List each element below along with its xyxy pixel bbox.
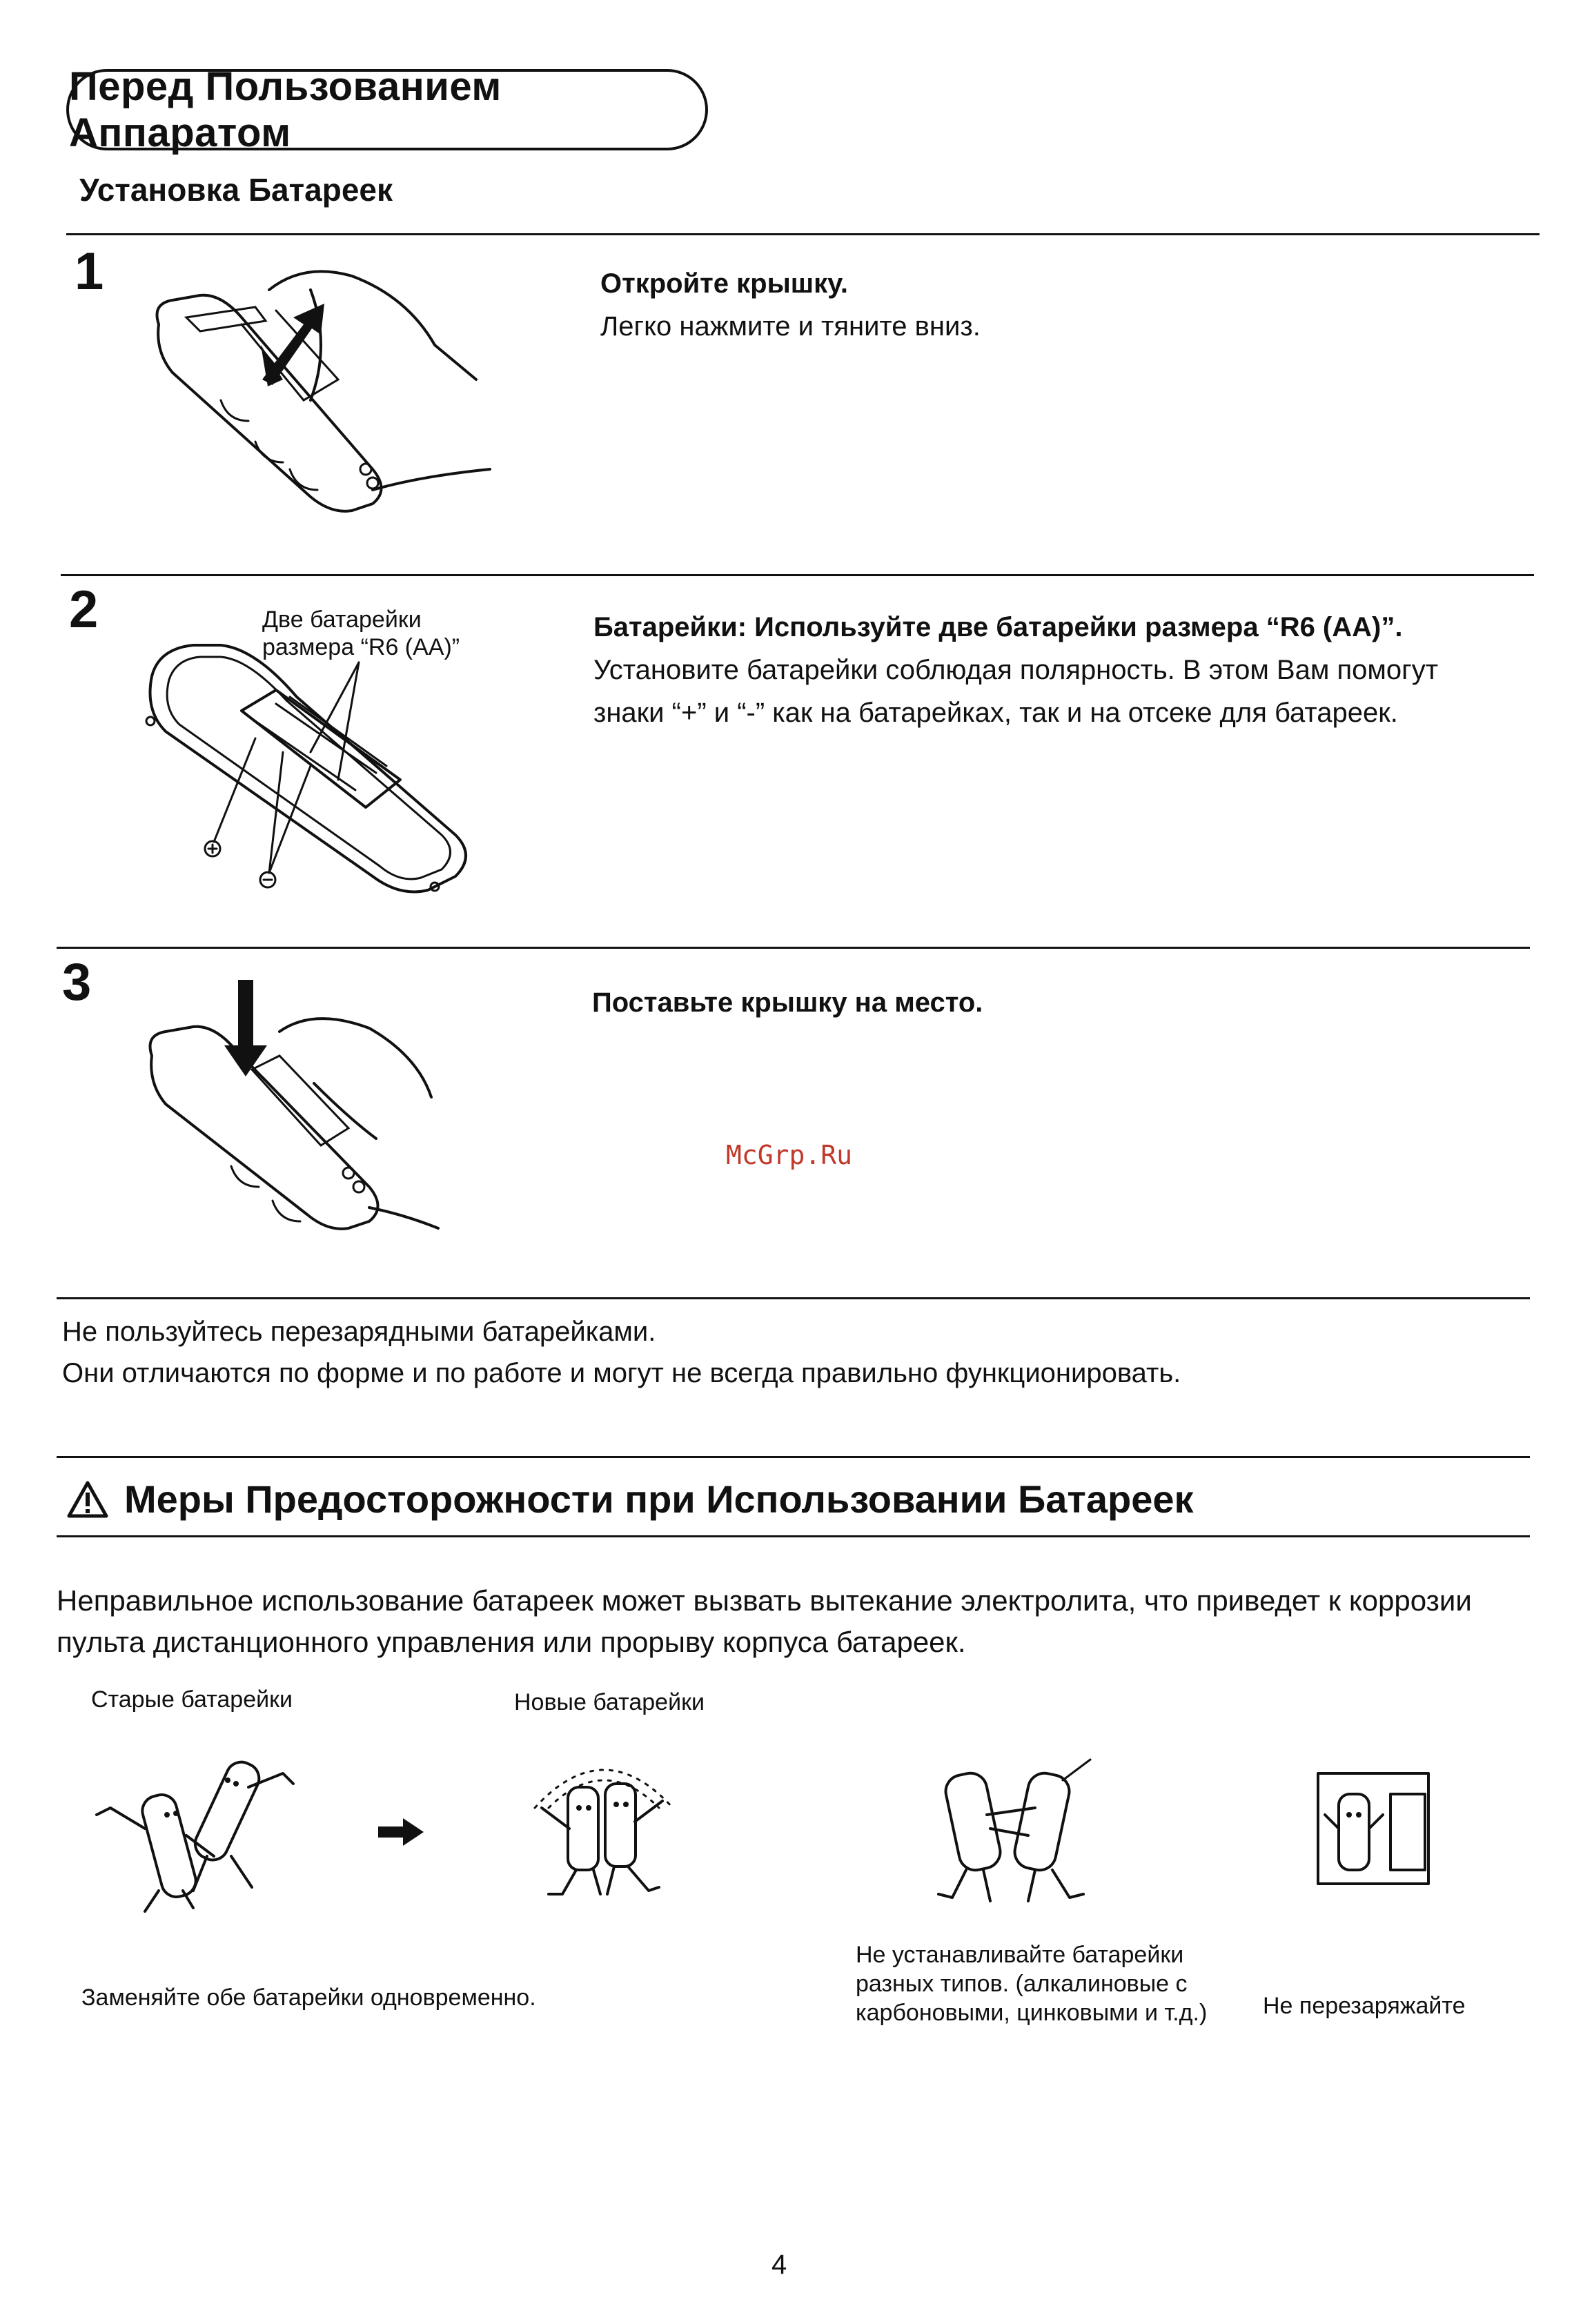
divider (61, 574, 1534, 576)
divider (66, 233, 1540, 235)
step-1-title: Откройте крышку. (600, 268, 848, 299)
divider (57, 1535, 1530, 1537)
step-2-text (593, 606, 1438, 734)
step-1-text (600, 262, 981, 348)
no-mix-caption (856, 1940, 1207, 2027)
remote-close-cover-illustration (141, 980, 459, 1249)
caution-heading (66, 1477, 1194, 1522)
step-3-text (592, 981, 983, 1024)
new-batteries-illustration (521, 1746, 687, 1898)
step-2-body-line: Установите батарейки соблюдая полярность. В этом Вам помогут (593, 655, 1439, 685)
step-1-body: Легко нажмите и тяните вниз. (600, 311, 981, 342)
subsection-title: Установка Батареек (79, 172, 393, 208)
watermark: McGrp.Ru (726, 1140, 853, 1170)
step-number-1: 1 (75, 242, 104, 301)
divider (57, 1456, 1530, 1458)
battery-compartment-illustration (138, 635, 483, 897)
callout-line: Две батарейки (262, 607, 422, 633)
note-line: Не пользуйтесь перезарядными батарейками. (62, 1317, 656, 1347)
mixed-batteries-illustration (925, 1760, 1097, 1904)
remote-open-cover-illustration (145, 262, 490, 524)
step-2-title: Батарейки: Используйте две батарейки размера “R6 (AA)”. (593, 612, 1403, 642)
note-line: Они отличаются по форме и по работе и могут не всегда правильно функционировать. (62, 1358, 1181, 1388)
replace-both-caption: Заменяйте обе батарейки одновременно. (81, 1985, 536, 2011)
recharge-battery-illustration (1311, 1766, 1449, 1891)
old-batteries-label: Старые батарейки (91, 1686, 293, 1713)
no-mix-line: Не устанавливайте батарейки (856, 1942, 1184, 1968)
no-mix-line: разных типов. (алкалиновые с (856, 1971, 1188, 1997)
new-batteries-label: Новые батарейки (514, 1689, 705, 1715)
arrow-right-icon (378, 1818, 424, 1846)
divider (57, 947, 1530, 949)
caution-title: Меры Предосторожности при Использовании Батареек (124, 1477, 1194, 1521)
no-recharge-caption: Не перезаряжайте (1263, 1993, 1466, 2019)
step-3-title: Поставьте крышку на место. (592, 987, 983, 1018)
old-batteries-illustration (90, 1753, 297, 1911)
section-title: Перед Пользованием Аппаратом (66, 69, 708, 150)
caution-paragraph (57, 1580, 1506, 1663)
step-number-2: 2 (69, 580, 99, 639)
warning-triangle-icon (66, 1480, 109, 1519)
step-2-body-line: знаки “+” и “-” как на батарейках, так и на отсеке для батареек. (593, 698, 1398, 728)
rechargeable-note (62, 1311, 1181, 1394)
divider (57, 1297, 1530, 1299)
page-number: 4 (771, 2249, 787, 2280)
no-mix-line: карбоновыми, цинковыми и т.д.) (856, 2000, 1208, 2026)
para-line: пульта дистанционного управления или прорыву корпуса батареек. (57, 1626, 966, 1658)
step-number-3: 3 (62, 953, 92, 1012)
para-line: Неправильное использование батареек может вызвать вытекание электролита, что приведет к коррозии (57, 1584, 1472, 1617)
callout-line: размера “R6 (AA)” (262, 634, 460, 660)
